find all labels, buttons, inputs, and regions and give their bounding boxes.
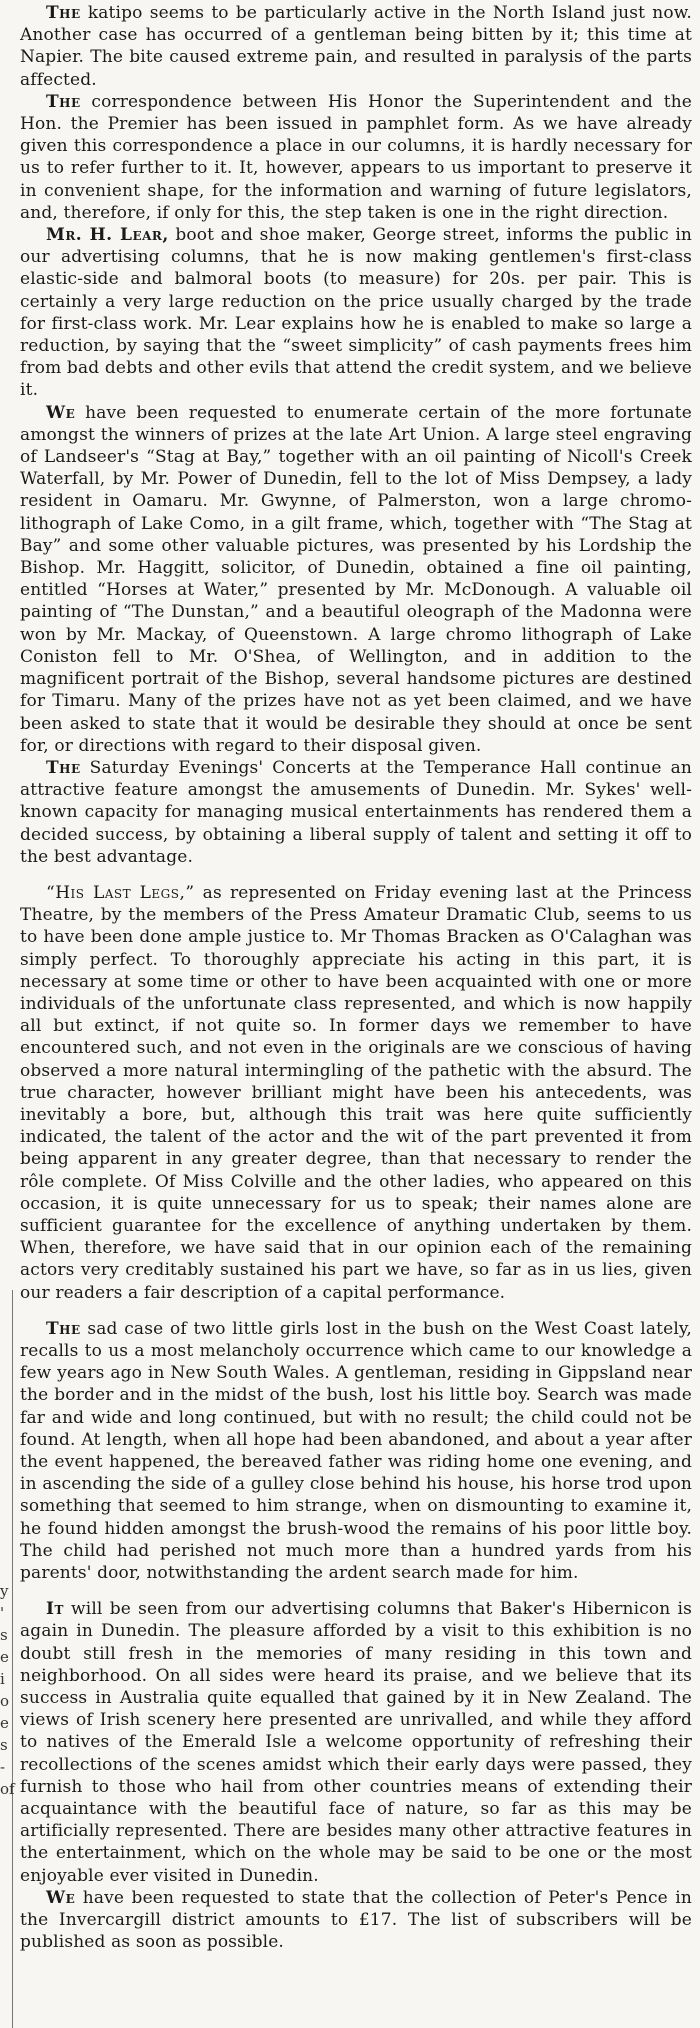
- paragraph-lead: We: [46, 1887, 76, 1908]
- paragraph-lead: The: [46, 91, 81, 112]
- news-column: [20, 2, 692, 1953]
- paragraph-lead: The: [46, 1318, 81, 1339]
- paragraph-text: boot and shoe maker, George street, informs the public in our advertising columns, that he is now making gentlemen's first-class elastic-side and balmoral boots (to measure) for 20s. per pair. This is certainly a very large reduction on the price usually charged by the trade for first-class work. Mr. Lear explains how he is enabled to make so large a reduction, by saying that the “sweet simplicity” of cash payments frees him from bad debts and other evils that attend the credit system, and we believe it.: [20, 225, 693, 401]
- paragraph-lead: The: [46, 757, 81, 778]
- paragraph-lear-boots: [20, 224, 692, 402]
- paragraph-art-union: [20, 402, 692, 757]
- paragraph-lead: We: [46, 402, 76, 423]
- paragraph-text: katipo seems to be particularly active in the North Island just now. Another case has occurred of a gentleman being bitten by it; this time at Napier. The bite caused extreme pain, and resulted in paralysis of the parts affected.: [20, 3, 692, 90]
- paragraph-lead: “His Last Legs,”: [46, 882, 195, 903]
- margin-fragment: ': [0, 1604, 5, 1622]
- paragraph-text: sad case of two little girls lost in the bush on the West Coast lately, recalls to us a most melancholy occurrence which came to our knowledge a few years ago in New South Wales. A gentleman, residing in Gippsland near the border and in the midst of the bush, lost his little boy. Search was made far and wide and long continued, but with no result; the child could not be found. At length, when all hope had been abandoned, and about a year after the event happened, the bereaved father was riding home one evening, and in ascending the side of a gulley close behind his house, his horse trod upon something that seemed to him strange, when on dismounting to examine it, he found hidden amongst the brush-wood the remains of his poor little boy. The child had perished not much more than a hundred yards from his parents' door, notwithstanding the ardent search made for him.: [20, 1318, 692, 1584]
- paragraph-last-legs: [20, 882, 692, 1304]
- margin-fragment: e: [0, 1714, 9, 1732]
- paragraph-text: have been requested to enumerate certain of the more fortunate amongst the winners of prizes at the late Art Union. A large steel engraving of Landseer's “Stag at Bay,” together with an oil painting of Nicoll's Creek Waterfall, by Mr. Power of Dunedin, fell to the lot of Miss Dempsey, a lady resident in Oamaru. Mr. Gwynne, of Palmerston, won a large chromo-lithograph of Lake Como, in a gilt frame, which, together with “The Stag at Bay” and some other valuable pictures, was presented by his Lordship the Bishop. Mr. Haggitt, solicitor, of Dunedin, obtained a fine oil painting, entitled “Horses at Water,” presented by Mr. McDonough. A valuable oil painting of “The Dunstan,” and a beautiful oleograph of the Madonna were won by Mr. Mackay, of Queenstown. A large chromo lithograph of Lake Coniston fell to Mr. O'Shea, of Wellington, and in addition to the magnificent portrait of the Bishop, several handsome pictures are destined for Timaru. Many of the prizes have not as yet been claimed, and we have been asked to state that it would be desirable they should at once be sent for, or directions with regard to their disposal given.: [20, 402, 692, 756]
- paragraph-text: Saturday Evenings' Concerts at the Temperance Hall continue an attractive feature amongst the amusements of Dunedin. Mr. Sykes' well-known capacity for managing musical entertainments has rendered them a decided success, by obtaining a liberal supply of talent and setting it off to the best advantage.: [20, 757, 692, 867]
- paragraph-concerts: [20, 757, 692, 868]
- paragraph-lead: Mr. H. Lear,: [46, 225, 169, 246]
- paragraph-lead: The: [46, 3, 81, 23]
- margin-fragment: s: [0, 1736, 8, 1754]
- margin-fragment: y: [0, 1582, 9, 1600]
- paragraph-hibernicon: [20, 1598, 692, 1887]
- paragraph-gap: [20, 868, 692, 882]
- paragraph-text: correspondence between His Honor the Superintendent and the Hon. the Premier has been issued in pamphlet form. As we have already given this correspondence a place in our columns, it is hardly necessary for us to refer further to it. It, however, appears to us important to preserve it in convenient shape, for the information and warning of future legislators, and, therefore, if only for this, the step taken is one in the right direction.: [20, 91, 692, 223]
- margin-fragment: e: [0, 1648, 9, 1666]
- margin-fragment: -: [0, 1758, 6, 1776]
- margin-fragment: of: [0, 1780, 15, 1798]
- adjacent-column-fragments: [0, 1580, 14, 1800]
- paragraph-text: have been requested to state that the collection of Peter's Pence in the Invercargill district amounts to £17. The list of subscribers will be published as soon as possible.: [20, 1887, 692, 1953]
- margin-fragment: i: [0, 1670, 5, 1688]
- paragraph-text: as represented on Friday evening last at the Princess Theatre, by the members of the Press Amateur Dramatic Club, seems to us to have been done ample justice to. Mr Thomas Bracken as O'Calaghan was simply perfect. To thoroughly appreciate his acting in this part, it is necessary at some time or other to have been acquainted with one or more individuals of the unfortunate class represented, and which is now happily all but extinct, if not quite so. In former days we remember to have encountered such, and not even in the originals are we conscious of having observed a more natural intermingling of the pathetic with the absurd. The true character, however brilliant might have been his antecedents, was inevitably a bore, but, although this trait was here quite sufficiently indicated, the talent of the actor and the wit of the part prevented it from being apparent in any greater degree, than that necessary to render the rôle complete. Of Miss Colville and the other ladies, who appeared on this occasion, it is quite unnecessary for us to speak; their names alone are sufficient guarantee for the excellence of anything undertaken by them. When, therefore, we have said that in our opinion each of the remaining actors very creditably sustained his part we have, so far as in us lies, given our readers a fair description of a capital performance.: [20, 882, 692, 1303]
- margin-fragment: o: [0, 1692, 10, 1710]
- paragraph-lost-bush: [20, 1318, 692, 1584]
- paragraph-peters-pence: [20, 1887, 692, 1954]
- paragraph-text: will be seen from our advertising columns that Baker's Hibernicon is again in Dunedin. The pleasure afforded by a visit to this exhibition is no doubt still fresh in the memories of many residing in this town and neighborhood. On all sides were heard its praise, and we believe that its success in Australia quite equalled that gained by it in New Zealand. The views of Irish scenery here presented are unrivalled, and while they afford to natives of the Emerald Isle a welcome opportunity of refreshing their recollections of the scenes amidst which their early days were passed, they furnish to those who hail from other countries means of extending their acquaintance with the beautiful face of nature, so far as this may be artificially represented. There are besides many other attractive features in the entertainment, which on the whole may be said to be one or the most enjoyable ever visited in Dunedin.: [20, 1599, 692, 1886]
- paragraph-katipo: [20, 2, 692, 91]
- paragraph-gap: [20, 1304, 692, 1318]
- paragraph-correspondence: [20, 91, 692, 224]
- paragraph-lead: It: [46, 1599, 64, 1620]
- margin-fragment: s: [0, 1626, 8, 1644]
- paragraph-gap: [20, 1584, 692, 1598]
